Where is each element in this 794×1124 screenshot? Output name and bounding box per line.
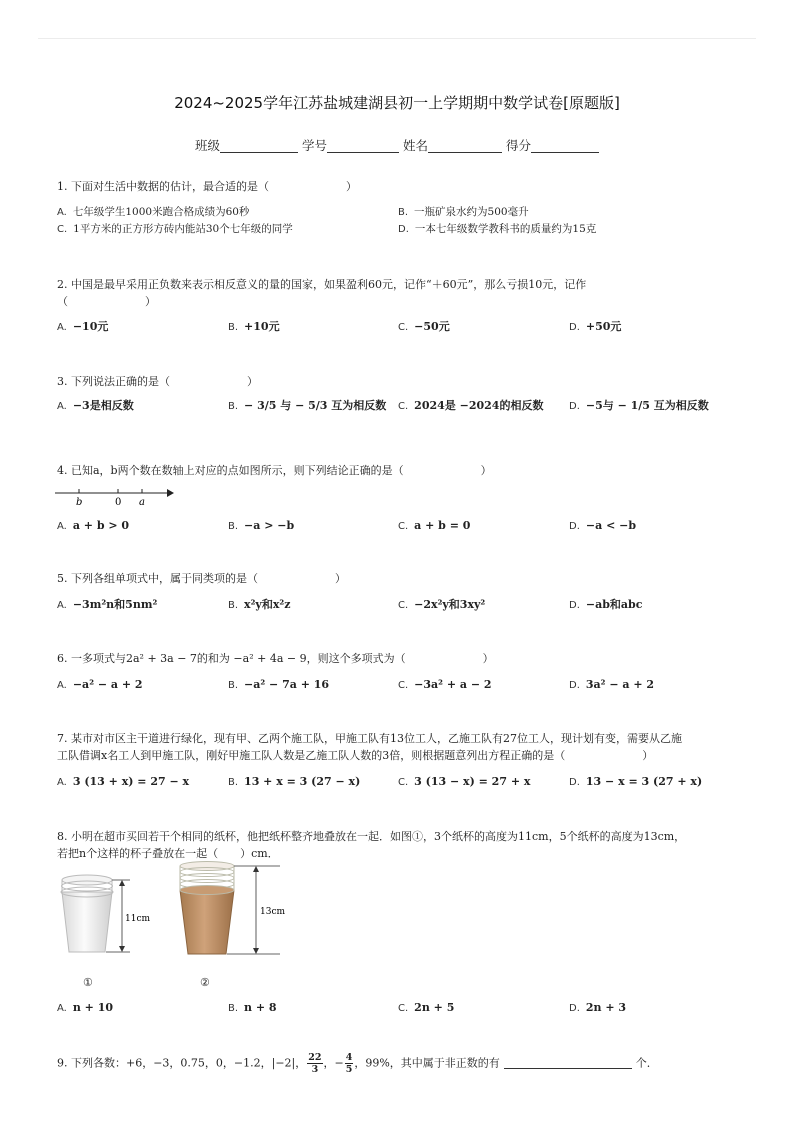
label-zero: 0 (115, 497, 122, 508)
stem-suffix: ，99%，其中属于非正数的有 (354, 1056, 500, 1070)
option-a-text[interactable]: a + b > 0 (72, 519, 130, 532)
name-blank[interactable] (428, 138, 502, 153)
field-id-label: 学号 (301, 138, 327, 153)
option-b-label[interactable]: B. (228, 1003, 239, 1014)
option-d-label[interactable]: D. (569, 322, 580, 333)
question-1 (57, 178, 754, 238)
option-a-text[interactable]: −10元 (72, 320, 109, 333)
field-class-label: 班级 (194, 138, 220, 153)
number-line-figure (55, 486, 175, 510)
question-stem: 5. 下列各组单项式中，属于同类项的是（ ） (57, 572, 346, 585)
cup-stack-3-figure (52, 866, 162, 958)
question-9 (57, 1052, 754, 1075)
option-c-text[interactable]: −50元 (414, 320, 450, 333)
option-b-label[interactable]: B. (228, 401, 239, 412)
option-d-text[interactable]: −ab和abc (585, 598, 643, 611)
question-4-options (57, 517, 754, 534)
numerator: 22 (308, 1052, 322, 1063)
height-label-13cm: 13cm (260, 907, 286, 917)
question-stem: 2. 中国是最早采用正负数来表示相反意义的量的国家，如果盈利60元，记作“＋60元”，那么亏损10元，记作 (57, 278, 587, 291)
stem-end: 个． (635, 1056, 658, 1070)
numerator: 4 (345, 1052, 353, 1063)
option-d-label[interactable]: D. (569, 1003, 580, 1014)
question-stem: 4. 已知a，b两个数在数轴上对应的点如图所示，则下列结论正确的是（ ） (57, 464, 492, 477)
option-b-text[interactable]: 一瓶矿泉水约为500毫升 (414, 206, 529, 218)
arrow-up-icon (253, 866, 259, 872)
class-blank[interactable] (220, 138, 298, 153)
option-d-text[interactable]: 一本七年级数学教科书的质量约为15克 (414, 223, 597, 235)
fraction-22-3 (307, 1052, 322, 1075)
arrow-up-icon (119, 880, 125, 886)
option-a-text[interactable]: 3 (13 + x) = 27 − x (72, 775, 190, 788)
option-d-label[interactable]: D. (569, 600, 580, 611)
option-b-text[interactable]: x²y和x²z (244, 598, 291, 611)
option-a-label[interactable]: A. (57, 322, 67, 333)
option-b-text[interactable]: n + 8 (244, 1001, 277, 1014)
option-c-text[interactable]: 2n + 5 (414, 1001, 455, 1014)
option-d-text[interactable]: 3a² − a + 2 (585, 678, 655, 691)
question-stem: 1. 下面对生活中数据的估计，最合适的是（ ） (57, 180, 357, 193)
option-d-text[interactable]: 2n + 3 (585, 1001, 627, 1014)
cup-stack-5-figure (170, 860, 294, 958)
option-d-text[interactable]: −a < −b (585, 519, 637, 532)
option-c-label[interactable]: C. (398, 680, 409, 691)
label-a: a (139, 497, 145, 508)
question-7 (57, 730, 754, 790)
option-b-label[interactable]: B. (228, 680, 239, 691)
student-info-row (0, 136, 794, 154)
height-label-11cm: 11cm (125, 914, 151, 924)
option-d-label[interactable]: D. (569, 401, 580, 412)
option-c-label[interactable]: C. (398, 1003, 409, 1014)
arrow-down-icon (253, 948, 259, 954)
arrow-right-icon (167, 489, 174, 497)
option-b-text[interactable]: −a² − 7a + 16 (244, 678, 330, 691)
option-a-label[interactable]: A. (57, 521, 67, 532)
option-b-label[interactable]: B. (228, 322, 239, 333)
option-d-label[interactable]: D. (569, 521, 580, 532)
option-b-label[interactable]: B. (228, 600, 239, 611)
option-c-label[interactable]: C. (398, 521, 409, 532)
answer-blank[interactable] (504, 1056, 632, 1069)
question-stem: 6. 一多项式与2a² + 3a − 7的和为 −a² + 4a − 9，则这个多项式为（ ） (57, 652, 494, 665)
option-d-text[interactable]: +50元 (585, 320, 622, 333)
denominator: 5 (345, 1064, 353, 1075)
score-blank[interactable] (531, 138, 599, 153)
denominator: 3 (311, 1064, 319, 1075)
option-c-label[interactable]: C. (398, 322, 409, 333)
option-c-label[interactable]: C. (398, 777, 409, 788)
question-stem-line2: 工队借调x名工人到甲施工队，刚好甲施工队人数是乙施工队人数的3倍，则根据题意列出方程正确的是（ ） (57, 749, 654, 762)
option-a-label[interactable]: A. (57, 600, 67, 611)
option-d-label[interactable]: D. (569, 777, 580, 788)
question-8-options (57, 999, 754, 1016)
figure-1-caption: ① (83, 976, 93, 989)
option-d-label[interactable]: D. (569, 680, 580, 691)
kraft-cup-body (180, 890, 234, 954)
question-4 (57, 462, 754, 479)
option-d-text[interactable]: 13 − x = 3 (27 + x) (585, 775, 703, 788)
option-a-text[interactable]: −a² − a + 2 (72, 678, 143, 691)
option-c-text[interactable]: −3a² + a − 2 (414, 678, 492, 691)
option-c-text[interactable]: 3 (13 − x) = 27 + x (414, 775, 531, 788)
cup-rim-5 (180, 886, 234, 895)
question-8 (57, 828, 754, 862)
white-cup-body (62, 892, 112, 952)
question-3 (57, 373, 754, 423)
option-b-label[interactable]: B. (228, 521, 239, 532)
option-a-text[interactable]: −3m²n和5nm² (72, 598, 158, 611)
option-c-label[interactable]: C. (398, 600, 409, 611)
option-a-label[interactable]: A. (57, 1003, 67, 1014)
option-d-label[interactable]: D. (398, 224, 409, 235)
option-a-text[interactable]: −3是相反数 (72, 399, 134, 412)
option-b-label[interactable]: B. (228, 777, 239, 788)
option-b-text[interactable]: − 3/5 与 − 5/3 互为相反数 (244, 399, 387, 412)
top-divider (38, 38, 756, 39)
page-title: 2024~2025学年江苏盐城建湖县初一上学期期中数学试卷[原题版] (174, 94, 620, 112)
question-2 (57, 276, 754, 335)
question-stem-line2: （ ） (57, 295, 156, 308)
field-score-label: 得分 (505, 138, 531, 153)
option-c-label[interactable]: C. (57, 224, 68, 235)
question-stem-line2: 若把n个这样的杯子叠放在一起（ ）cm． (57, 847, 279, 860)
id-blank[interactable] (327, 138, 399, 153)
option-c-text[interactable]: 2024是 −2024的相反数 (414, 399, 544, 412)
field-name-label: 姓名 (402, 138, 428, 153)
option-a-text[interactable]: n + 10 (72, 1001, 114, 1014)
question-stem: 8. 小明在超市买回若干个相同的纸杯，他把纸杯整齐地叠放在一起．如图①，3个纸杯的高度为11cm，5个纸杯的高度为13cm， (57, 830, 686, 843)
option-c-text[interactable]: a + b = 0 (414, 519, 471, 532)
stem-mid: ，− (323, 1056, 344, 1070)
option-b-text[interactable]: 13 + x = 3 (27 − x) (244, 775, 361, 788)
option-a-label[interactable]: A. (57, 401, 67, 412)
question-stem (57, 1052, 754, 1075)
stem-prefix: 9. 下列各数：+6，−3，0.75，0，−1.2，|−2|， (57, 1056, 307, 1070)
option-b-label[interactable]: B. (398, 207, 409, 218)
option-a-label[interactable]: A. (57, 680, 67, 691)
option-c-label[interactable]: C. (398, 401, 409, 412)
option-a-label[interactable]: A. (57, 207, 67, 218)
arrow-down-icon (119, 946, 125, 952)
option-a-label[interactable]: A. (57, 777, 67, 788)
question-6 (57, 650, 754, 693)
question-5 (57, 570, 754, 613)
question-stem: 7. 某市对市区主干道进行绿化，现有甲、乙两个施工队，甲施工队有13位工人，乙施工队有27位工人，现计划有变，需要从乙施 (57, 732, 682, 745)
option-b-text[interactable]: +10元 (244, 320, 280, 333)
option-c-text[interactable]: −2x²y和3xy² (414, 598, 486, 611)
cup-rim-1 (62, 875, 112, 885)
label-b: b (76, 497, 83, 508)
option-d-text[interactable]: −5与 − 1/5 互为相反数 (585, 399, 709, 412)
figure-2-caption: ② (200, 976, 210, 989)
option-a-text[interactable]: 七年级学生1000米跑合格成绩为60秒 (72, 206, 250, 218)
fraction-4-5 (345, 1052, 354, 1075)
option-c-text[interactable]: 1平方米的正方形方砖内能站30个七年级的同学 (73, 223, 293, 235)
option-b-text[interactable]: −a > −b (244, 519, 295, 532)
question-stem: 3. 下列说法正确的是（ ） (57, 375, 258, 388)
